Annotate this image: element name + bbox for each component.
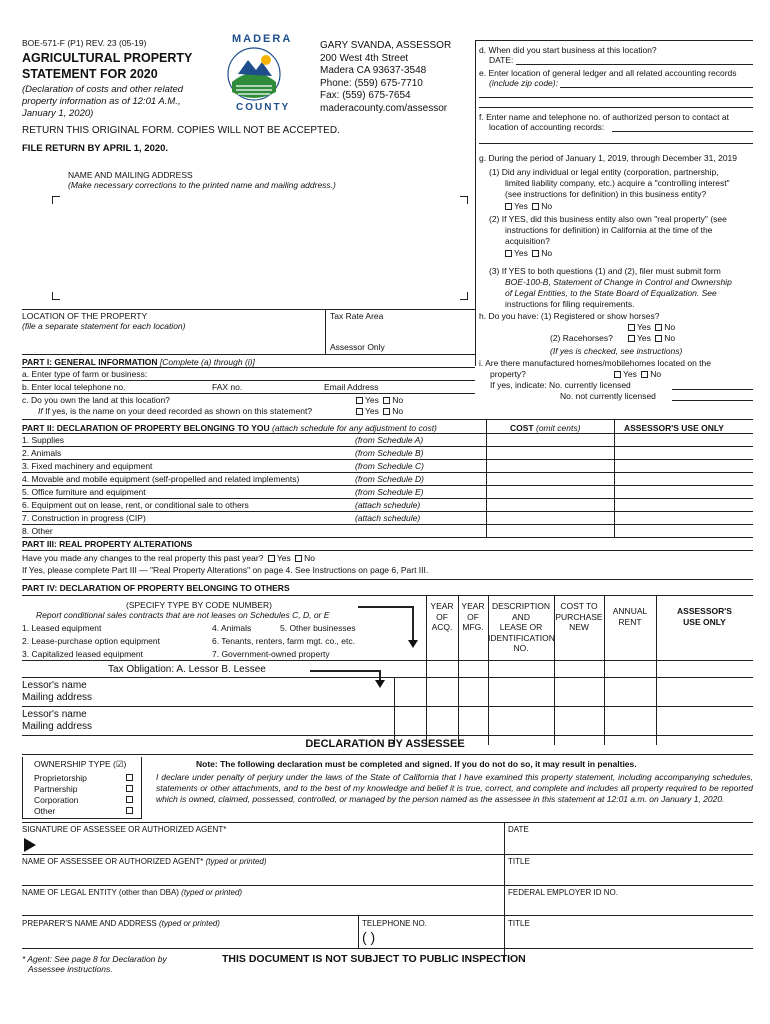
title-field[interactable] — [508, 866, 748, 884]
part2-title: PART II: DECLARATION OF PROPERTY BELONGING TO YOU (attach schedule for any adjustment to cost) — [22, 423, 437, 433]
location-note: (file a separate statement for each location) — [22, 321, 186, 331]
signature-field[interactable] — [40, 834, 500, 854]
q-f-contact: location of accounting records: — [489, 122, 605, 132]
licensed-count-field[interactable] — [672, 389, 753, 390]
q-g1: (see instructions for definition) in this business entity? — [505, 189, 707, 199]
c1-yes-checkbox[interactable] — [356, 397, 363, 404]
g1-options: Yes No — [503, 201, 552, 211]
q-e-ledger: e. Enter location of general ledger and all related accounting records — [479, 68, 737, 78]
part2-cost-input[interactable] — [488, 525, 612, 536]
date-label: DATE — [508, 825, 529, 834]
assessor-address-block — [320, 40, 451, 116]
part2-cost-header: COST (omit cents) — [510, 423, 581, 433]
part2-cost-input[interactable] — [488, 460, 612, 471]
i-options: Yes No — [612, 369, 661, 379]
signature-label: SIGNATURE OF ASSESSEE OR AUTHORIZED AGENT* — [22, 825, 227, 834]
q-h2-racehorses: (2) Racehorses? — [550, 333, 613, 343]
ledger-location-field[interactable] — [479, 107, 753, 108]
q-c-deed: If If yes, is the name on your deed recorded as shown on this statement? — [38, 406, 313, 416]
q-h-note: (If yes is checked, see instructions) — [550, 346, 683, 356]
h1-no-checkbox[interactable] — [655, 324, 662, 331]
title-label-2: TITLE — [508, 919, 530, 928]
col-year-mfg: YEAR OF MFG. — [461, 601, 485, 632]
form-title-line2: STATEMENT FOR 2020 — [22, 67, 158, 81]
location-input[interactable] — [22, 330, 322, 354]
part2-cost-input[interactable] — [488, 473, 612, 484]
h1-options: Yes No — [626, 322, 675, 332]
q-g2: instructions for definition) in California at the time of the — [505, 225, 713, 235]
q-g3: instructions for filing requirements. — [505, 299, 635, 309]
contact-person-field[interactable] — [612, 131, 753, 132]
fein-field[interactable] — [508, 897, 748, 915]
lessor-name-label: Lessor's name — [22, 709, 87, 720]
h2-no-checkbox[interactable] — [655, 335, 662, 342]
corporation-checkbox[interactable] — [126, 796, 133, 803]
part3-question: Have you made any changes to the real property this past year? Yes No — [22, 553, 315, 563]
file-by-date: FILE RETURN BY APRIL 1, 2020. — [22, 143, 169, 154]
arrow-down-icon — [408, 640, 418, 648]
declaration-title: DECLARATION BY ASSESSEE — [305, 738, 465, 750]
q-g-period: g. During the period of January 1, 2019, through December 31, 2019 — [479, 153, 738, 163]
legal-entity-label: NAME OF LEGAL ENTITY (other than DBA) (typed or printed) — [22, 888, 243, 897]
assessor-website: maderacounty.com/assessor — [320, 102, 448, 114]
ownership-other: Other — [34, 806, 56, 816]
col-description: DESCRIPTION AND LEASE OR IDENTIFICATION NO. — [488, 601, 555, 653]
telephone-label: TELEPHONE NO. — [362, 919, 427, 928]
part4-title: PART IV: DECLARATION OF PROPERTY BELONGING TO OTHERS — [22, 583, 290, 593]
code-3: 3. Capitalized leased equipment — [22, 649, 143, 659]
h2-options: Yes No — [626, 333, 675, 343]
assessor-fax: Fax: (559) 675-7654 — [320, 90, 411, 102]
part2-cost-input[interactable] — [488, 512, 612, 523]
c1-no-checkbox[interactable] — [383, 397, 390, 404]
q-g3: (3) If YES to both questions (1) and (2), filer must submit form — [489, 266, 721, 276]
q-g1: limited liability company, etc.) acquire a "controlling interest" — [505, 178, 730, 188]
q-e-note: (include zip code): — [489, 78, 558, 88]
q-i-not-licensed: No. not currently licensed — [560, 391, 656, 401]
location-label: LOCATION OF THE PROPERTY — [22, 311, 148, 321]
q-d-start-business: d. When did you start business at this location? — [479, 45, 657, 55]
q-a-farm-type: a. Enter type of farm or business: — [22, 369, 148, 379]
not-licensed-count-field[interactable] — [672, 400, 753, 401]
part2-assessor-header: ASSESSOR'S USE ONLY — [624, 423, 724, 433]
code-7: 7. Government-owned property — [212, 649, 330, 659]
q-i-mobilehomes: i. Are there manufactured homes/mobilehomes located on the — [479, 358, 711, 368]
lessor-name-label: Lessor's name — [22, 680, 87, 691]
part2-row-label: 1. Supplies — [22, 435, 65, 445]
i-no-checkbox[interactable] — [641, 371, 648, 378]
form-title-line1: AGRICULTURAL PROPERTY — [22, 51, 193, 65]
g2-no-checkbox[interactable] — [532, 250, 539, 257]
madera-county-logo — [214, 34, 294, 114]
telephone-parens: ( ) — [362, 929, 376, 945]
part2-cost-input[interactable] — [488, 434, 612, 445]
lessor-mailing-label: Mailing address — [22, 692, 93, 703]
col-cost-new: COST TO PURCHASE NEW — [555, 601, 603, 632]
penalty-note: Note: The following declaration must be completed and signed. If you do not do so, it may result in penalties. — [196, 759, 637, 769]
part2-row-label: 7. Construction in progress (CIP) — [22, 513, 146, 523]
mailing-address-box[interactable] — [52, 196, 468, 300]
form-subtitle: property information as of 12:01 A.M., — [22, 96, 181, 107]
date-started-field[interactable] — [516, 64, 753, 65]
code-2: 2. Lease-purchase option equipment — [22, 636, 160, 646]
agent-footnote: * Agent: See page 8 for Declaration by — [22, 954, 167, 964]
ownership-proprietorship: Proprietorship — [34, 773, 87, 783]
g1-yes-checkbox[interactable] — [505, 203, 512, 210]
part2-row-schedule: (from Schedule A) — [355, 435, 424, 445]
title-label: TITLE — [508, 857, 530, 866]
email-label: Email Address — [324, 382, 379, 392]
c2-options: Yes No — [354, 406, 403, 416]
part3-note: If Yes, please complete Part III — "Real Property Alterations" on page 4. See Instructions on page 6, Part III. — [22, 565, 429, 575]
part2-row-schedule: (from Schedule C) — [355, 461, 424, 471]
sign-here-arrow-icon — [24, 838, 36, 852]
part4-specify: (SPECIFY TYPE BY CODE NUMBER) — [126, 600, 272, 610]
mailing-address-label: NAME AND MAILING ADDRESS — [68, 170, 193, 180]
q-b-telephone: b. Enter local telephone no. — [22, 382, 126, 392]
part2-cost-input[interactable] — [488, 499, 612, 510]
fein-label: FEDERAL EMPLOYER ID NO. — [508, 888, 618, 897]
telephone-field[interactable] — [400, 928, 500, 948]
ledger-location-field[interactable] — [560, 87, 753, 88]
q-h-horses: h. Do you have: (1) Registered or show horses? — [479, 311, 660, 321]
title-field-2[interactable] — [508, 928, 748, 948]
legal-entity-field[interactable] — [22, 897, 502, 915]
preparer-field[interactable] — [22, 928, 356, 948]
part2-row-schedule: (from Schedule E) — [355, 487, 424, 497]
arrow-icon — [310, 670, 380, 672]
mailing-address-note: (Make necessary corrections to the printed name and mailing address.) — [68, 180, 336, 190]
preparer-label: PREPARER'S NAME AND ADDRESS (typed or printed) — [22, 919, 220, 928]
part2-row-label: 6. Equipment out on lease, rent, or conditional sale to others — [22, 500, 249, 510]
code-4: 4. Animals — [212, 623, 252, 633]
form-id: BOE-571-F (P1) REV. 23 (05-19) — [22, 38, 147, 48]
arrow-icon — [412, 606, 414, 642]
q-i-mobilehomes: property? — [490, 369, 526, 379]
declaration-text: I declare under penalty of perjury under the laws of the State of California that I have examined this property statement, including accompanying schedules, statements or other attachments, and to the best of my knowledge and belief it is true, correct, and complete and includes all property required to be reported which is owned, claimed, possessed, controlled, or managed by the person named as the assessee in this statement at 12:01 a.m. on January 1, 2020. — [156, 772, 753, 804]
fax-label: FAX no. — [212, 382, 243, 392]
part3-title: PART III: REAL PROPERTY ALTERATIONS — [22, 539, 193, 549]
g1-no-checkbox[interactable] — [532, 203, 539, 210]
q-i-licensed: If yes, indicate: No. currently licensed — [490, 380, 631, 390]
return-original-note: RETURN THIS ORIGINAL FORM. COPIES WILL NOT BE ACCEPTED. — [22, 125, 340, 136]
c2-yes-checkbox[interactable] — [356, 408, 363, 415]
part2-row-label: 3. Fixed machinery and equipment — [22, 461, 153, 471]
assessor-only-label: Assessor Only — [330, 342, 385, 352]
assessor-address-line1: 200 West 4th Street — [320, 52, 409, 64]
q-c-own-land: c. Do you own the land at this location? — [22, 395, 170, 405]
part2-row-label: 5. Office furniture and equipment — [22, 487, 146, 497]
logo-text-bottom: COUNTY — [236, 102, 291, 113]
part2-row-label: 2. Animals — [22, 448, 62, 458]
q-g3: of Legal Entities, to the State Board of Equalization. See — [505, 288, 717, 298]
contact-person-field[interactable] — [479, 143, 753, 144]
part2-row-label: 4. Movable and mobile equipment (self-propelled and related implements) — [22, 474, 300, 484]
code-5: 5. Other businesses — [280, 623, 356, 633]
ownership-partnership: Partnership — [34, 784, 78, 794]
col-assessor-use: ASSESSOR'S USE ONLY — [677, 606, 732, 627]
h2-yes-checkbox[interactable] — [628, 335, 635, 342]
ownership-corporation: Corporation — [34, 795, 79, 805]
form-subtitle: January 1, 2020) — [22, 108, 94, 119]
partnership-checkbox[interactable] — [126, 785, 133, 792]
logo-text-top: MADERA — [232, 33, 293, 45]
part3-no-checkbox[interactable] — [295, 555, 302, 562]
proprietorship-checkbox[interactable] — [126, 774, 133, 781]
ownership-type-label: OWNERSHIP TYPE (☑) — [34, 759, 127, 769]
part2-row-schedule: (attach schedule) — [355, 513, 421, 523]
g2-yes-checkbox[interactable] — [505, 250, 512, 257]
q-f-contact: f. Enter name and telephone no. of authorized person to contact at — [479, 112, 729, 122]
arrow-icon — [358, 606, 413, 608]
q-g3: BOE-100-B, Statement of Change in Control and Ownership — [505, 277, 732, 287]
assessor-phone: Phone: (559) 675-7710 — [320, 77, 423, 89]
part2-cost-input[interactable] — [488, 486, 612, 497]
code-1: 1. Leased equipment — [22, 623, 102, 633]
assessor-name: GARY SVANDA, ASSESSOR — [320, 40, 452, 51]
agent-footnote: Assessee instructions. — [28, 964, 113, 974]
part2-row-schedule: (from Schedule B) — [355, 448, 424, 458]
public-inspection-note: THIS DOCUMENT IS NOT SUBJECT TO PUBLIC INSPECTION — [222, 953, 526, 965]
c1-options: Yes No — [354, 395, 403, 405]
col-year-acq: YEAR OF ACQ. — [430, 601, 454, 632]
part3-yes-checkbox[interactable] — [268, 555, 275, 562]
part1-title: PART I: GENERAL INFORMATION [Complete (a) through (i)] — [22, 357, 255, 367]
q-g2: (2) If YES, did this business entity also own "real property" (see — [489, 214, 727, 224]
q-g2: acquisition? — [505, 236, 550, 246]
arrow-down-icon — [375, 680, 385, 688]
other-checkbox[interactable] — [126, 807, 133, 814]
lessor-mailing-label: Mailing address — [22, 721, 93, 732]
q-g1: (1) Did any individual or legal entity (corporation, partnership, — [489, 167, 719, 177]
tax-rate-area-label: Tax Rate Area — [330, 311, 384, 321]
agent-name-field[interactable] — [22, 866, 502, 884]
part2-row-label: 8. Other — [22, 526, 53, 536]
q-d-date-label: DATE: — [489, 55, 514, 65]
col-annual-rent: ANNUAL RENT — [612, 606, 648, 627]
code-6: 6. Tenants, renters, farm mgt. co., etc. — [212, 636, 355, 646]
g2-options: Yes No — [503, 248, 552, 258]
agent-name-label: NAME OF ASSESSEE OR AUTHORIZED AGENT* (typed or printed) — [22, 857, 267, 866]
part2-row-schedule: (from Schedule D) — [355, 474, 424, 484]
part2-row-schedule: (attach schedule) — [355, 500, 421, 510]
date-field[interactable] — [508, 834, 748, 854]
i-yes-checkbox[interactable] — [614, 371, 621, 378]
c2-no-checkbox[interactable] — [383, 408, 390, 415]
assessor-address-line2: Madera CA 93637-3548 — [320, 65, 427, 77]
h1-yes-checkbox[interactable] — [628, 324, 635, 331]
part4-report-note: Report conditional sales contracts that are not leases on Schedules C, D, or E — [36, 610, 330, 620]
ledger-location-field[interactable] — [479, 97, 753, 98]
tax-obligation: Tax Obligation: A. Lessor B. Lessee — [108, 664, 266, 675]
part2-cost-input[interactable] — [488, 447, 612, 458]
form-subtitle: (Declaration of costs and other related — [22, 84, 184, 95]
